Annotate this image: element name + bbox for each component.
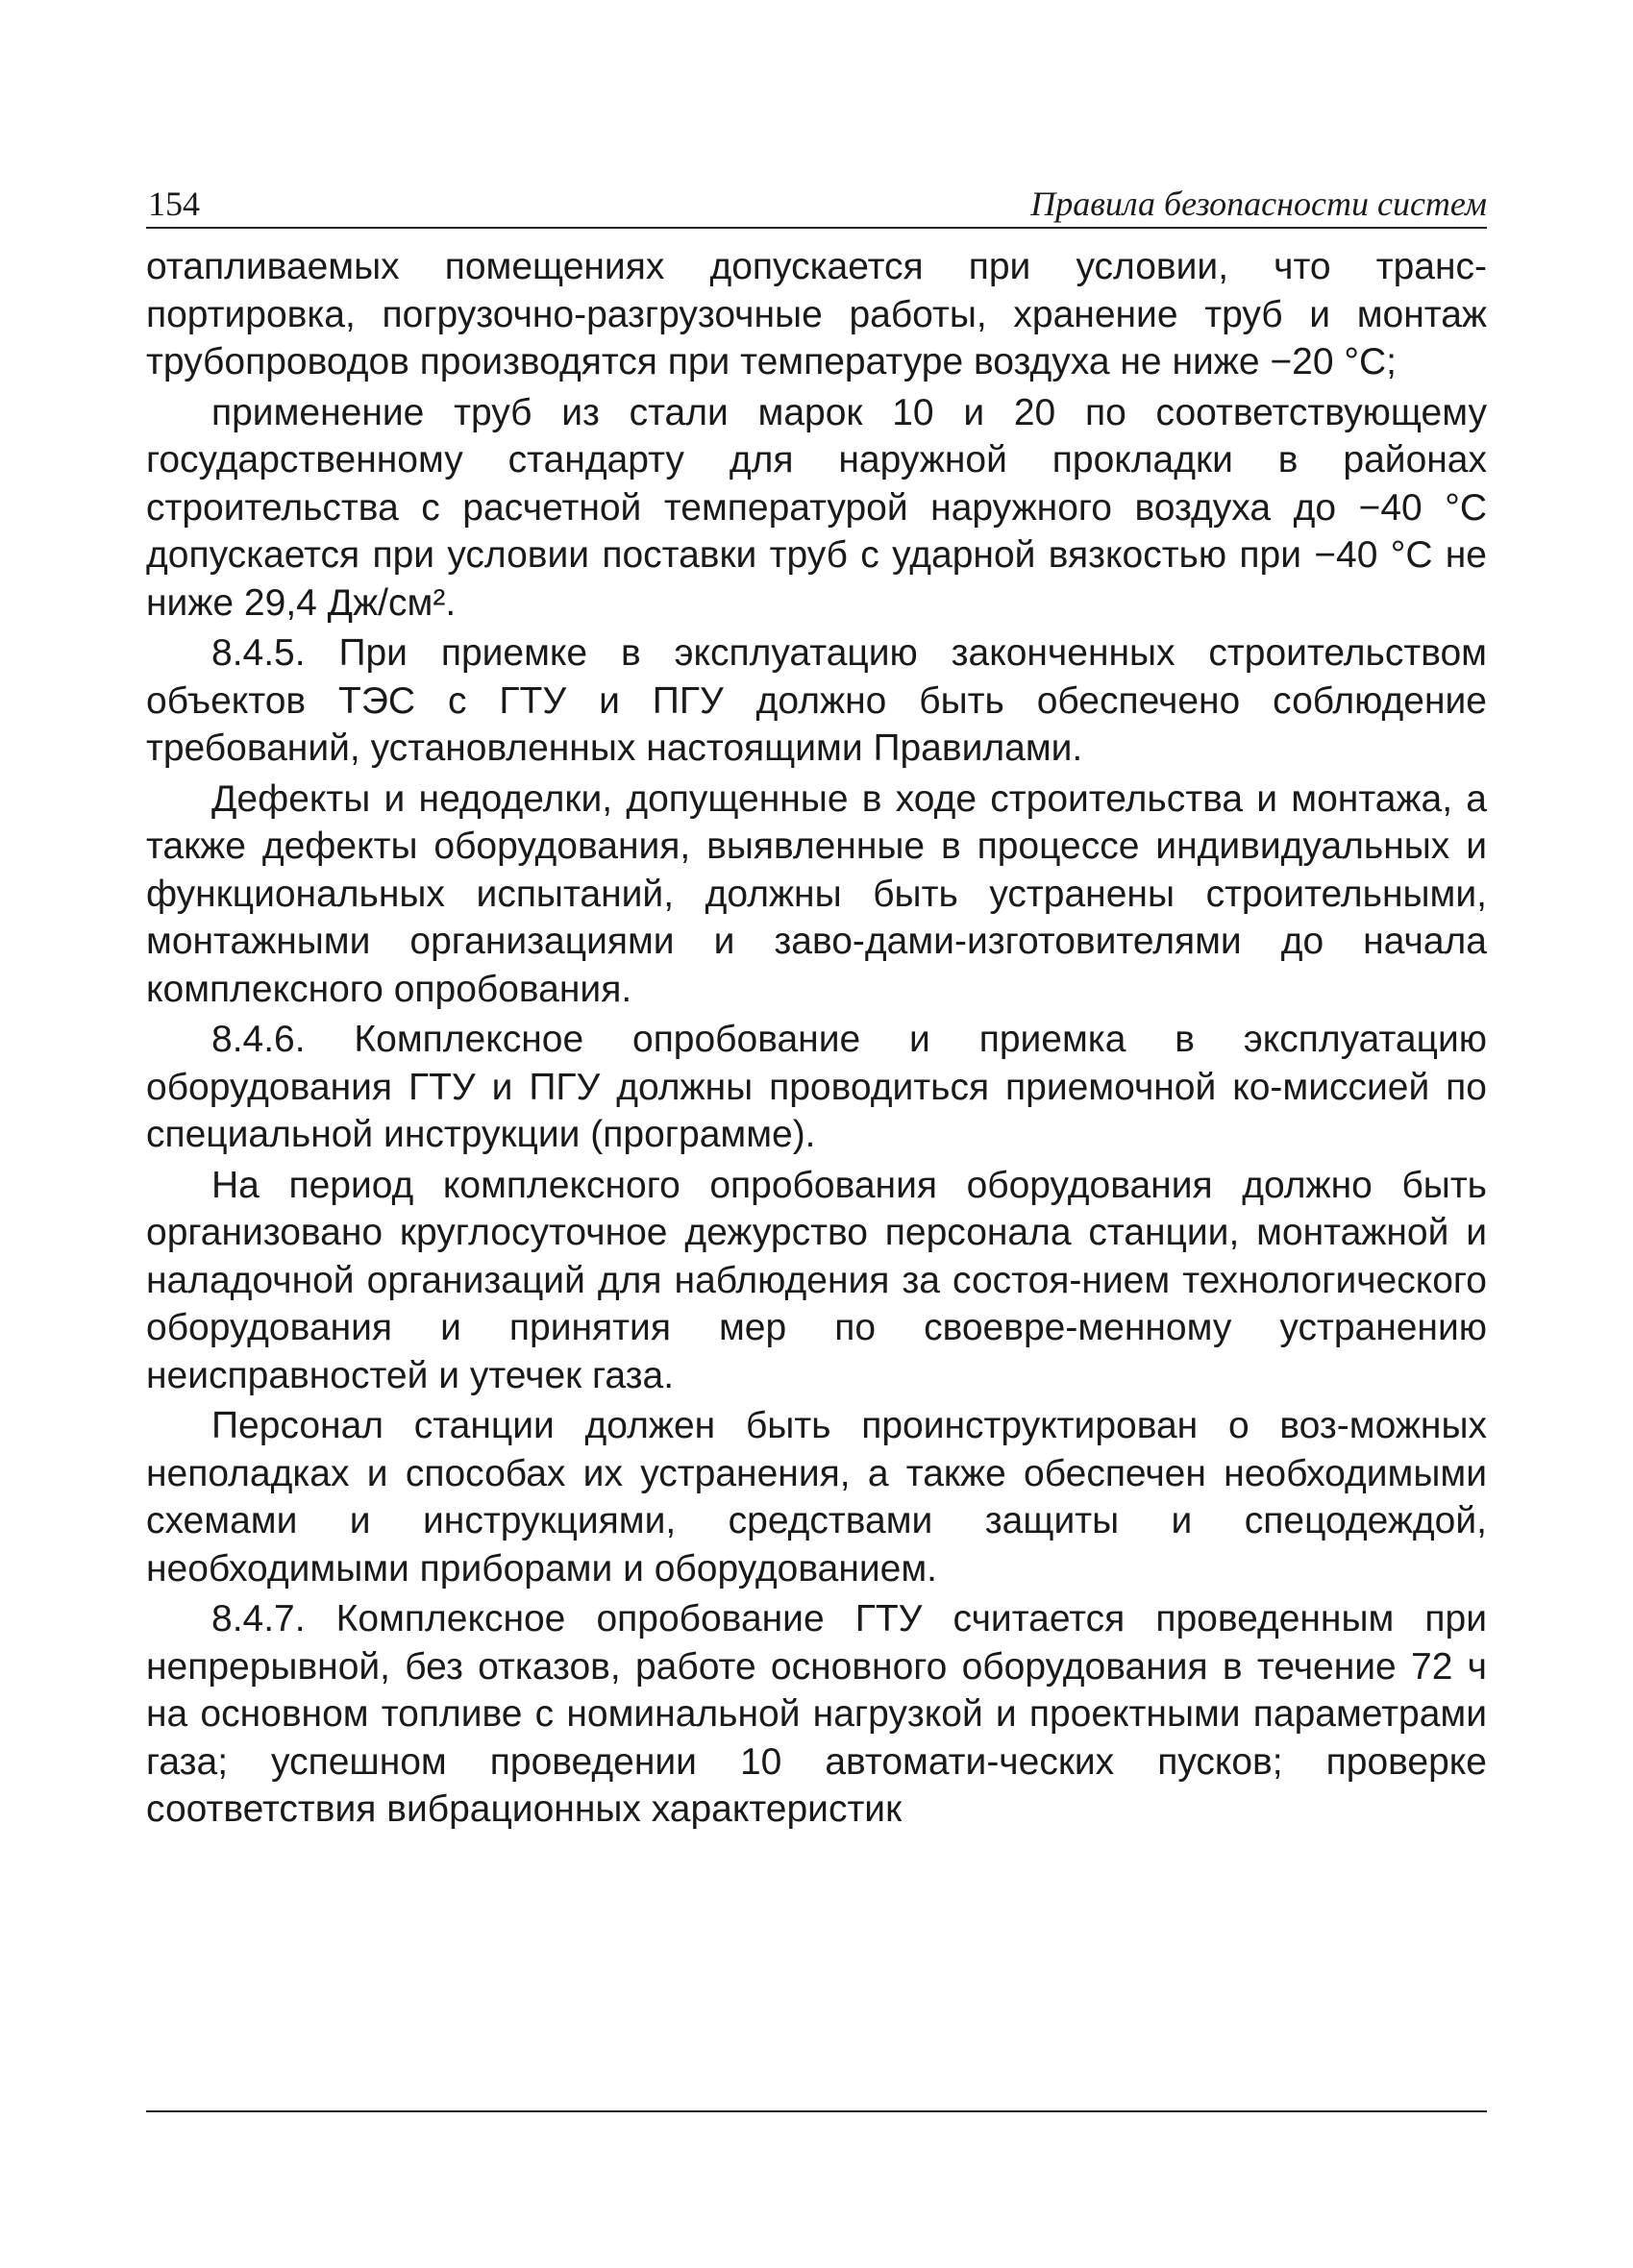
paragraph-personnel: Персонал станции должен быть проинструктирован о воз-можных неполадках и способах их устранения, а также обеспечен необходимыми схемами и инструкциями, средствами защиты и спецодеждой, необходимыми приборами и оборудованием. xyxy=(146,1405,1487,1590)
page-number: 154 xyxy=(148,185,200,223)
paragraph-continuation: отапливаемых помещениях допускается при условии, что транс-портировка, погрузочно-разгрузочные работы, хранение труб и монтаж трубопроводов производятся при температуре воздуха не ниже −20 °С; xyxy=(146,246,1487,382)
paragraph-pipe-steel: применение труб из стали марок 10 и 20 по соответствующему государственному стандарту для наружной прокладки в районах строительства с расчетной температурой наружного воздуха до −40 °С допускается при условии поставки труб с ударной вязкостью при −40 °С не ниже 29,4 Дж/см². xyxy=(146,391,1487,624)
running-title: Правила безопасности систем xyxy=(1030,185,1487,223)
page-header xyxy=(146,181,1487,229)
paragraph-8-4-5: 8.4.5. При приемке в эксплуатацию законченных строительством объектов ТЭС с ГТУ и ПГУ должно быть обеспечено соблюдение требований, установленных настоящими Правилами. xyxy=(146,632,1487,769)
footer-rule xyxy=(146,2110,1487,2112)
paragraph-8-4-6: 8.4.6. Комплексное опробование и приемка в эксплуатацию оборудования ГТУ и ПГУ должны проводиться приемочной ко-миссией по специальной инструкции (программе). xyxy=(146,1019,1487,1155)
paragraph-defects: Дефекты и недоделки, допущенные в ходе строительства и монтажа, а также дефекты оборудования, выявленные в процессе индивидуальных и функциональных испытаний, должны быть устранены строительными, монтажными организациями и заво-дами-изготовителями до начала комплексного опробования. xyxy=(146,777,1487,1010)
body-text xyxy=(146,243,1487,1837)
paragraph-8-4-7: 8.4.7. Комплексное опробование ГТУ считается проведенным при непрерывной, без отказов, работе основного оборудования в течение 72 ч на основном топливе с номинальной нагрузкой и проектными параметрами газа; успешном проведении 10 автомати-ческих пусков; проверке соответствия вибрационных характеристик xyxy=(146,1598,1487,1830)
paragraph-duty-period: На период комплексного опробования оборудования должно быть организовано круглосуточное дежурство персонала станции, монтажной и наладочной организаций для наблюдения за состоя-нием технологического оборудования и принятия мер по своевре-менному устранению неисправностей и утечек газа. xyxy=(146,1164,1487,1396)
